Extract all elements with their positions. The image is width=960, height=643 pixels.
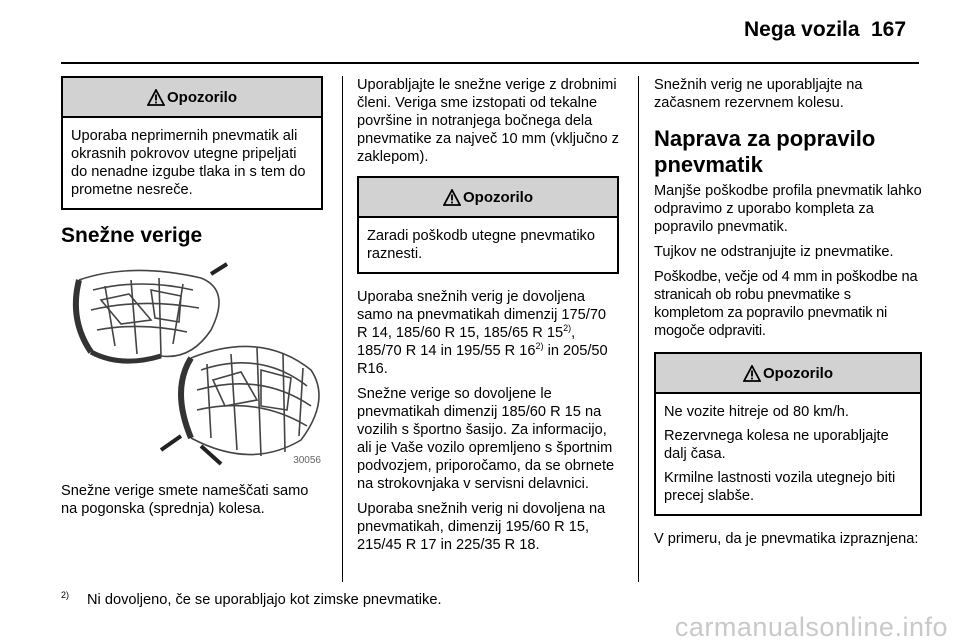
- snow-chains-illustration: [61, 260, 323, 472]
- header-rule: [61, 62, 919, 64]
- warning-heading: Opozorilo: [463, 188, 533, 206]
- warning-header: [656, 354, 920, 394]
- warning-triangle-icon: [743, 365, 761, 382]
- warning-heading: Opozorilo: [167, 88, 237, 106]
- column-divider: [342, 76, 343, 582]
- warning-header: [359, 178, 617, 218]
- paragraph: Uporaba snežnih verig ni dovoljena na pnevmatikah, dimenzij 195/60 R 15, 215/45 R 17 in 225/35 R 18.: [357, 501, 606, 553]
- text-run: , 185/70 R 14 in 195/55 R 16: [357, 325, 576, 359]
- watermark: carmanualsonline.info: [674, 612, 948, 642]
- text-run: Uporaba snežnih verig je dovoljena samo na pnevmatikah dimenzij 175/70 R 14, 185/60 R 15, 185/65 R 15: [357, 289, 607, 341]
- snow-chains-image: [61, 260, 323, 472]
- text-run: in 205/50 R16.: [357, 343, 608, 377]
- column-right: [654, 76, 922, 555]
- warning-triangle-icon: [443, 189, 461, 206]
- paragraph: Manjše poškodbe profila pnevmatik lahko odpravimo z uporabo kompleta za popravilo pnevmatik.: [654, 183, 922, 235]
- footnote-text: Ni dovoljeno, če se uporabljajo kot zimske pnevmatike.: [87, 592, 442, 608]
- section-heading: Naprava za popravilo pnevmatik: [654, 126, 876, 177]
- warning-line: Krmilne lastnosti vozila utegnejo biti precej slabše.: [664, 470, 896, 504]
- warning-box: [61, 76, 323, 210]
- paragraph: [357, 288, 619, 378]
- section-heading: Snežne verige: [61, 224, 203, 247]
- warning-heading: Opozorilo: [763, 364, 833, 382]
- footnote-ref: 2): [563, 323, 572, 334]
- figure-caption: Snežne verige smete nameščati samo na pogonska (sprednja) kolesa.: [61, 483, 309, 517]
- footnote: [61, 592, 442, 608]
- warning-text: Zaradi poškodb utegne pnevmatiko raznesti.: [367, 228, 595, 262]
- paragraph: Poškodbe, večje od 4 mm in poškodbe na stranicah ob robu pnevmatike s kompletom za popravilo pnevmatik ni mogoče odpraviti.: [654, 269, 918, 339]
- warning-line: Rezervnega kolesa ne uporabljajte dalj časa.: [664, 428, 889, 462]
- page-header-title: Nega vozila: [744, 18, 860, 41]
- page-number: 167: [871, 18, 907, 41]
- column-left: [61, 76, 323, 525]
- paragraph: Snežnih verig ne uporabljajte na začasnem rezervnem kolesu.: [654, 77, 863, 111]
- warning-triangle-icon: [147, 89, 165, 106]
- paragraph: Uporabljajte le snežne verige z drobnimi členi. Veriga sme izstopati od tekalne površine in notranjega bočnega dela pnevmatike za največ 10 mm (vključno z zaklepom).: [357, 77, 619, 165]
- warning-text: Uporaba neprimernih pnevmatik ali okrasnih pokrovov utegne pripeljati do nenadne izgube tlaka in s tem do prometne nesreče.: [71, 128, 306, 198]
- warning-box: [654, 352, 922, 516]
- paragraph: V primeru, da je pnevmatika izpraznjena:: [654, 531, 919, 547]
- figure-number: 30056: [293, 455, 321, 466]
- column-middle: [357, 76, 619, 561]
- warning-line: Ne vozite hitreje od 80 km/h.: [664, 404, 849, 420]
- footnote-mark: 2): [61, 590, 70, 601]
- column-divider: [638, 76, 639, 582]
- warning-header: [63, 78, 321, 118]
- footnote-ref: 2): [535, 341, 544, 352]
- paragraph: Snežne verige so dovoljene le pnevmatikah dimenzij 185/60 R 15 na vozilih s športno šasijo. Za informacijo, ali je Vaše vozilo opremljeno s športnim podvozjem, priporočamo, da se obrnete na strokovnjaka v servisni delavnici.: [357, 386, 615, 492]
- paragraph: Tujkov ne odstranjujte iz pnevmatike.: [654, 244, 894, 260]
- warning-box: [357, 176, 619, 274]
